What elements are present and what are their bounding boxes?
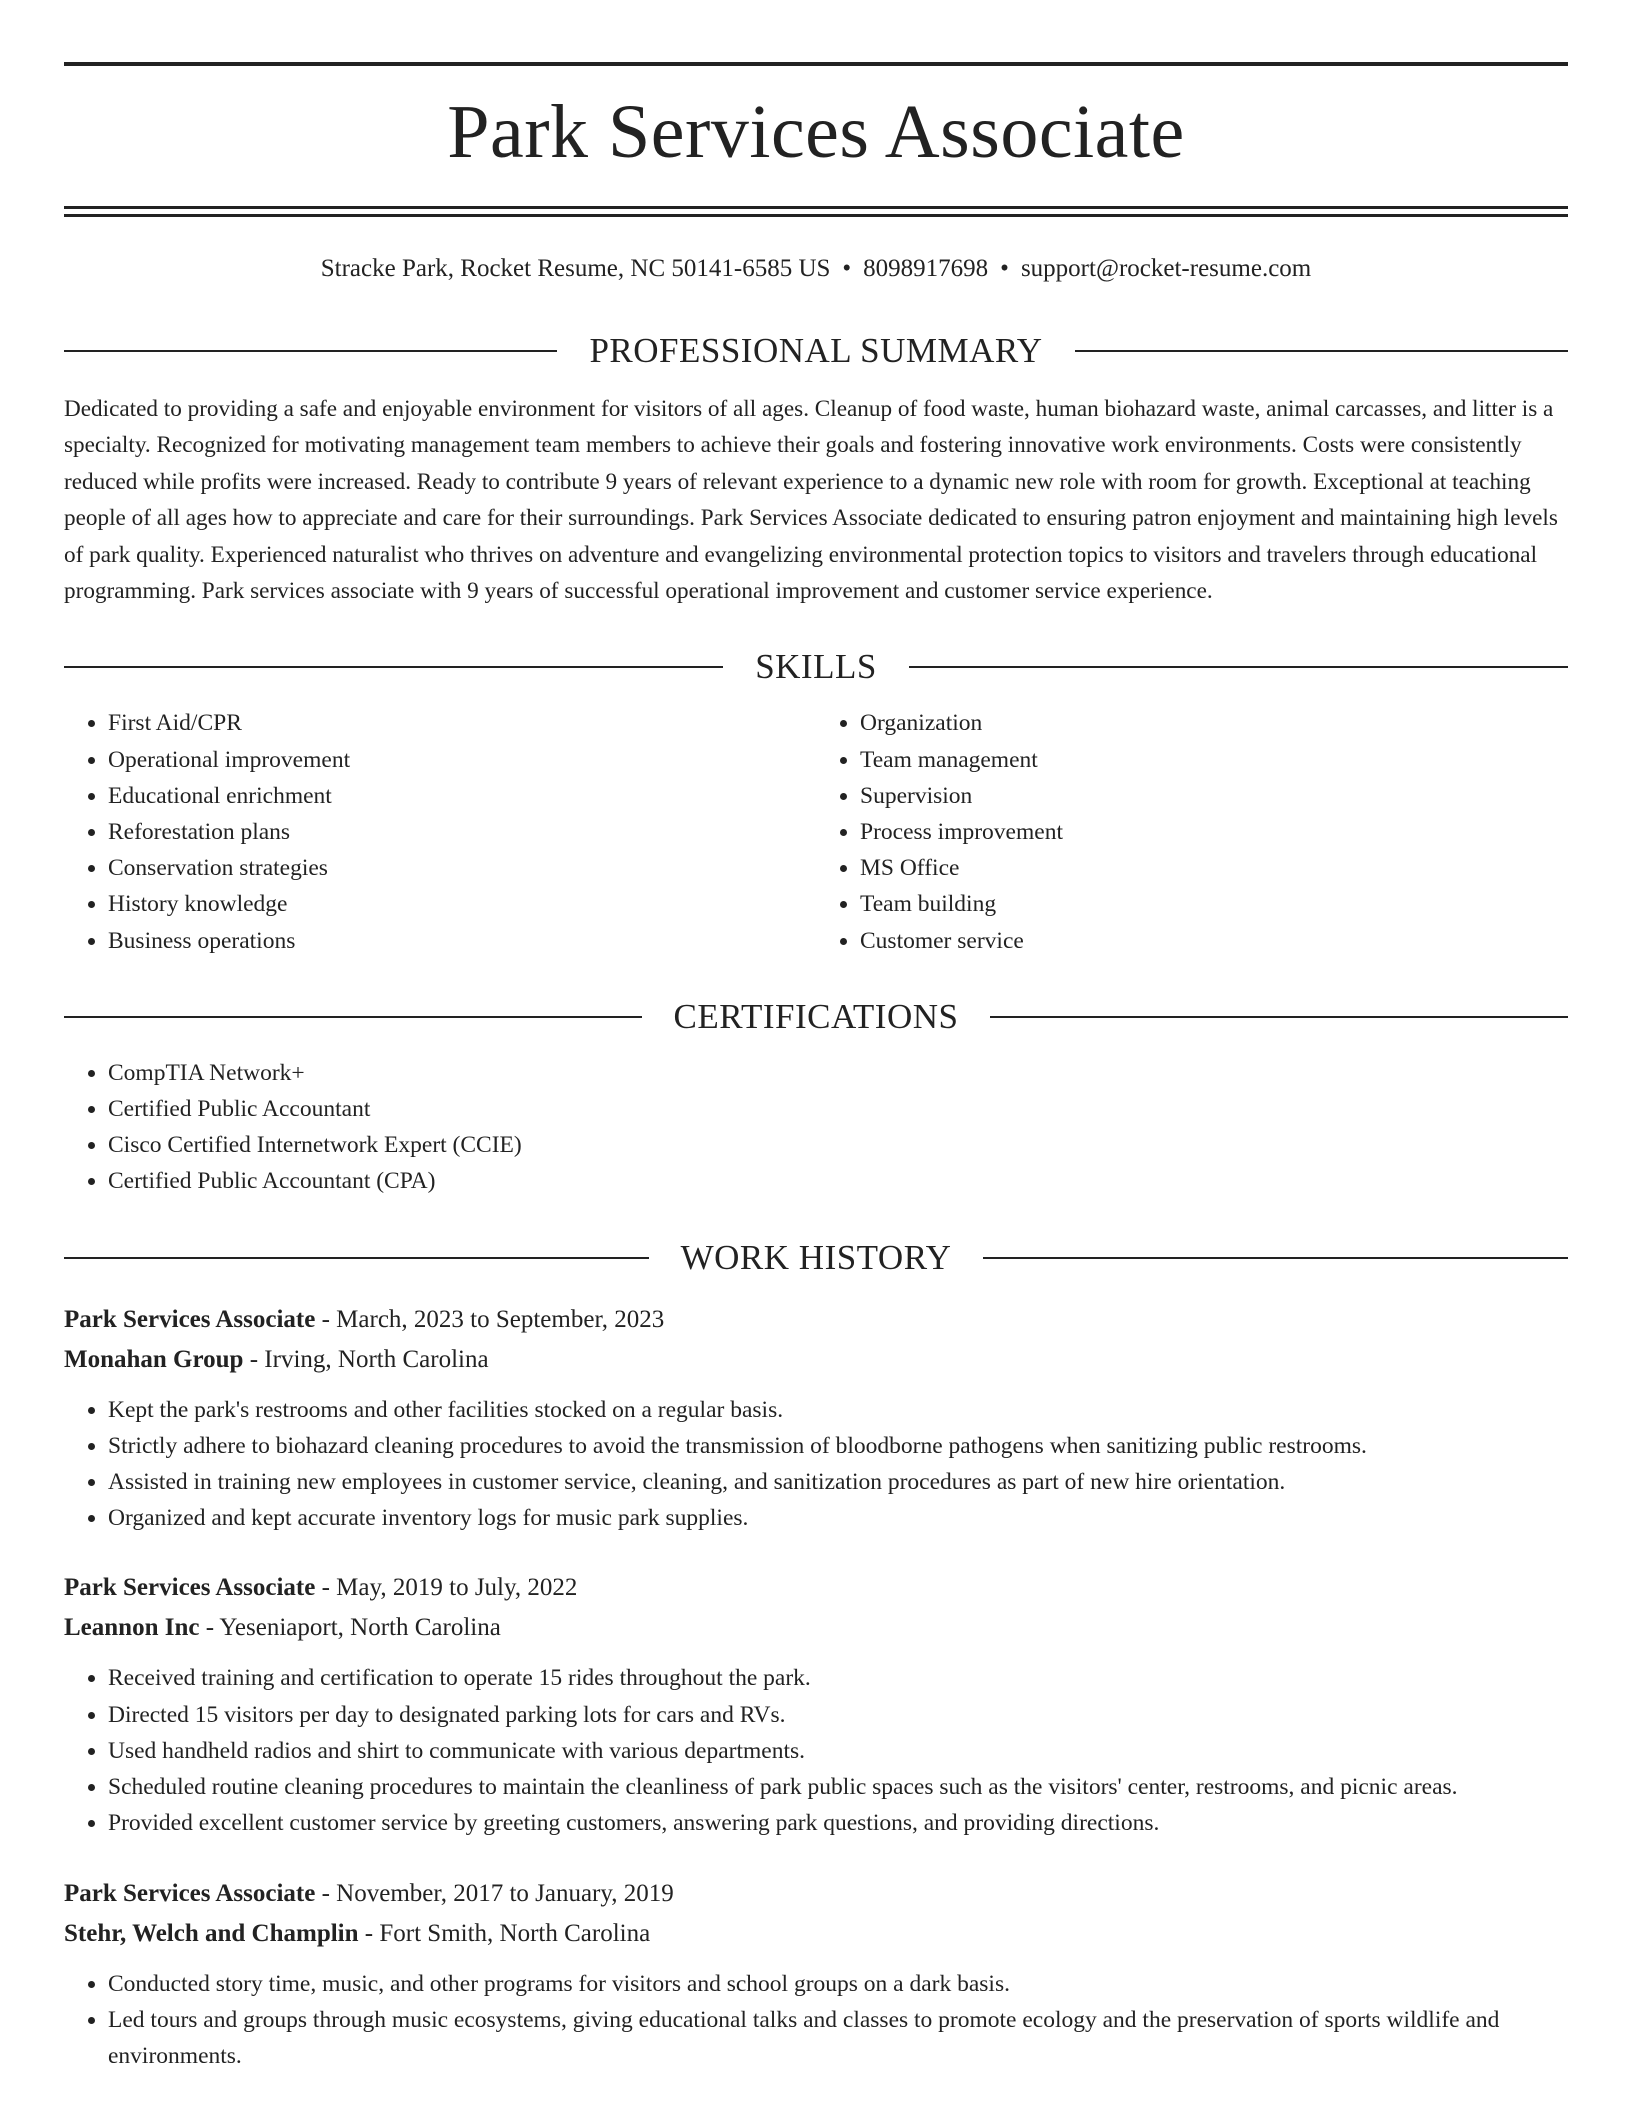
resume-page — [64, 0, 1568, 2074]
job-bullet: • Scheduled routine cleaning procedures to maintain the cleanliness of park public spaces such as the visitors' center, restrooms, and picnic areas. — [108, 1769, 1568, 1805]
skills-left-column — [64, 705, 816, 958]
job-bullet: • Organized and kept accurate inventory logs for music park supplies. — [108, 1500, 1568, 1536]
job-bullet: • Kept the park's restrooms and other facilities stocked on a regular basis. — [108, 1392, 1568, 1428]
certifications-list — [64, 1055, 1568, 1200]
summary-text: Dedicated to providing a safe and enjoyable environment for visitors of all ages. Cleanup of food waste, human biohazard waste, animal carcasses, and litter is a specialty. Recognized for motivating management team members to achieve their goals and fostering innovative work environments. Costs were consistently reduced while profits were increased. Ready to contribute 9 years of relevant experience to a dynamic new role with room for growth. Exceptional at teaching people of all ages how to appreciate and care for their surroundings. Park Services Associate dedicated to ensuring patron enjoyment and maintaining high levels of park quality. Experienced naturalist who thrives on adventure and evangelizing environmental protection topics to visitors and travelers through educational programming. Park services associate with 9 years of successful operational improvement and customer service experience. — [64, 396, 1558, 605]
job-bullet: • Used handheld radios and shirt to communicate with various departments. — [108, 1733, 1568, 1769]
contact-email[interactable]: support@rocket-resume.com — [1020, 255, 1312, 282]
job-title-line: Park Services Associate - November, 2017 to January, 2019 — [64, 1879, 674, 1907]
certifications-section-header — [64, 993, 1568, 1041]
skill-item: • Conservation strategies — [108, 850, 816, 886]
skills-right-column — [816, 705, 1568, 958]
skill-item: • Supervision — [860, 778, 1568, 814]
certification-item: • Certified Public Accountant — [108, 1091, 1568, 1127]
job-company: Leannon Inc — [64, 1614, 200, 1642]
summary-heading: PROFESSIONAL SUMMARY — [589, 331, 1043, 370]
job-company-line: Monahan Group - Irving, North Carolina — [64, 1345, 489, 1373]
job-bullet: • Received training and certification to operate 15 rides throughout the park. — [108, 1660, 1568, 1696]
work-history-section-header — [64, 1234, 1568, 1282]
job-bullets — [64, 1966, 1568, 2075]
job-title-line: Park Services Associate - March, 2023 to September, 2023 — [64, 1305, 665, 1333]
job-dates: March, 2023 to September, 2023 — [336, 1305, 665, 1333]
skill-item: • Team management — [860, 742, 1568, 778]
page-title: Park Services Associate — [447, 90, 1185, 174]
contact-separator: • — [842, 255, 852, 282]
skill-item: • Team building — [860, 886, 1568, 922]
skill-item: • Educational enrichment — [108, 778, 816, 814]
contact-line — [64, 251, 1568, 287]
job-entry — [64, 1568, 1568, 1841]
section-rule — [1075, 350, 1568, 352]
job-title-line: Park Services Associate - May, 2019 to July, 2022 — [64, 1574, 578, 1602]
section-rule — [990, 1016, 1568, 1018]
top-rule — [64, 62, 1568, 66]
job-entry — [64, 1300, 1568, 1537]
job-bullets — [64, 1392, 1568, 1537]
contact-separator: • — [1000, 255, 1009, 282]
job-location: Yeseniaport, North Carolina — [219, 1614, 501, 1642]
job-company: Monahan Group — [64, 1345, 244, 1373]
job-bullet: • Strictly adhere to biohazard cleaning procedures to avoid the transmission of bloodborne pathogens when sanitizing public restrooms. — [108, 1428, 1568, 1464]
certification-item: • Cisco Certified Internetwork Expert (CCIE) — [108, 1127, 1568, 1163]
job-title: Park Services Associate — [64, 1879, 316, 1907]
job-title: Park Services Associate — [64, 1305, 316, 1333]
certification-item: • Certified Public Accountant (CPA) — [108, 1163, 1568, 1199]
work-history-heading: WORK HISTORY — [680, 1237, 952, 1277]
job-company: Stehr, Welch and Champlin — [64, 1919, 359, 1947]
job-company-line: Stehr, Welch and Champlin - Fort Smith, North Carolina — [64, 1919, 651, 1947]
summary-section-header — [64, 327, 1568, 375]
job-bullet: • Conducted story time, music, and other programs for visitors and school groups on a dark basis. — [108, 1966, 1568, 2002]
skills-list — [64, 705, 1568, 958]
job-bullets — [64, 1660, 1568, 1841]
skill-item: • History knowledge — [108, 886, 816, 922]
skill-item: • Reforestation plans — [108, 814, 816, 850]
section-rule — [64, 1016, 642, 1018]
skill-item: • Organization — [860, 705, 1568, 741]
section-rule — [64, 666, 723, 668]
certifications-heading: CERTIFICATIONS — [673, 996, 959, 1036]
job-bullet: • Directed 15 visitors per day to designated parking lots for cars and RVs. — [108, 1697, 1568, 1733]
skills-heading: SKILLS — [755, 647, 877, 687]
section-rule — [983, 1257, 1568, 1259]
skill-item: • Business operations — [108, 923, 816, 959]
skill-item: • First Aid/CPR — [108, 705, 816, 741]
skills-section-header — [64, 643, 1568, 691]
section-rule — [909, 666, 1568, 668]
skill-item: • Process improvement — [860, 814, 1568, 850]
job-company-line: Leannon Inc - Yeseniaport, North Carolina — [64, 1614, 501, 1642]
job-bullet: • Assisted in training new employees in customer service, cleaning, and sanitization procedures as part of new hire orientation. — [108, 1464, 1568, 1500]
title-double-rule — [64, 206, 1568, 217]
section-rule — [64, 350, 557, 352]
contact-address: Stracke Park, Rocket Resume, NC 50141-6585 US — [320, 255, 831, 282]
job-title: Park Services Associate — [64, 1574, 316, 1602]
certification-item: • CompTIA Network+ — [108, 1055, 1568, 1091]
section-rule — [64, 1257, 649, 1259]
job-location: Irving, North Carolina — [264, 1345, 489, 1373]
job-dates: November, 2017 to January, 2019 — [336, 1879, 674, 1907]
skill-item: • Customer service — [860, 923, 1568, 959]
skill-item: • Operational improvement — [108, 742, 816, 778]
job-entry — [64, 1874, 1568, 2075]
job-bullet: • Provided excellent customer service by greeting customers, answering park questions, and providing directions. — [108, 1805, 1568, 1841]
skill-item: • MS Office — [860, 850, 1568, 886]
job-location: Fort Smith, North Carolina — [379, 1919, 651, 1947]
contact-phone[interactable]: 8098917698 — [863, 255, 989, 282]
job-dates: May, 2019 to July, 2022 — [336, 1574, 578, 1602]
job-bullet: • Led tours and groups through music ecosystems, giving educational talks and classes to promote ecology and the preservation of sports wildlife and environments. — [108, 2002, 1568, 2074]
